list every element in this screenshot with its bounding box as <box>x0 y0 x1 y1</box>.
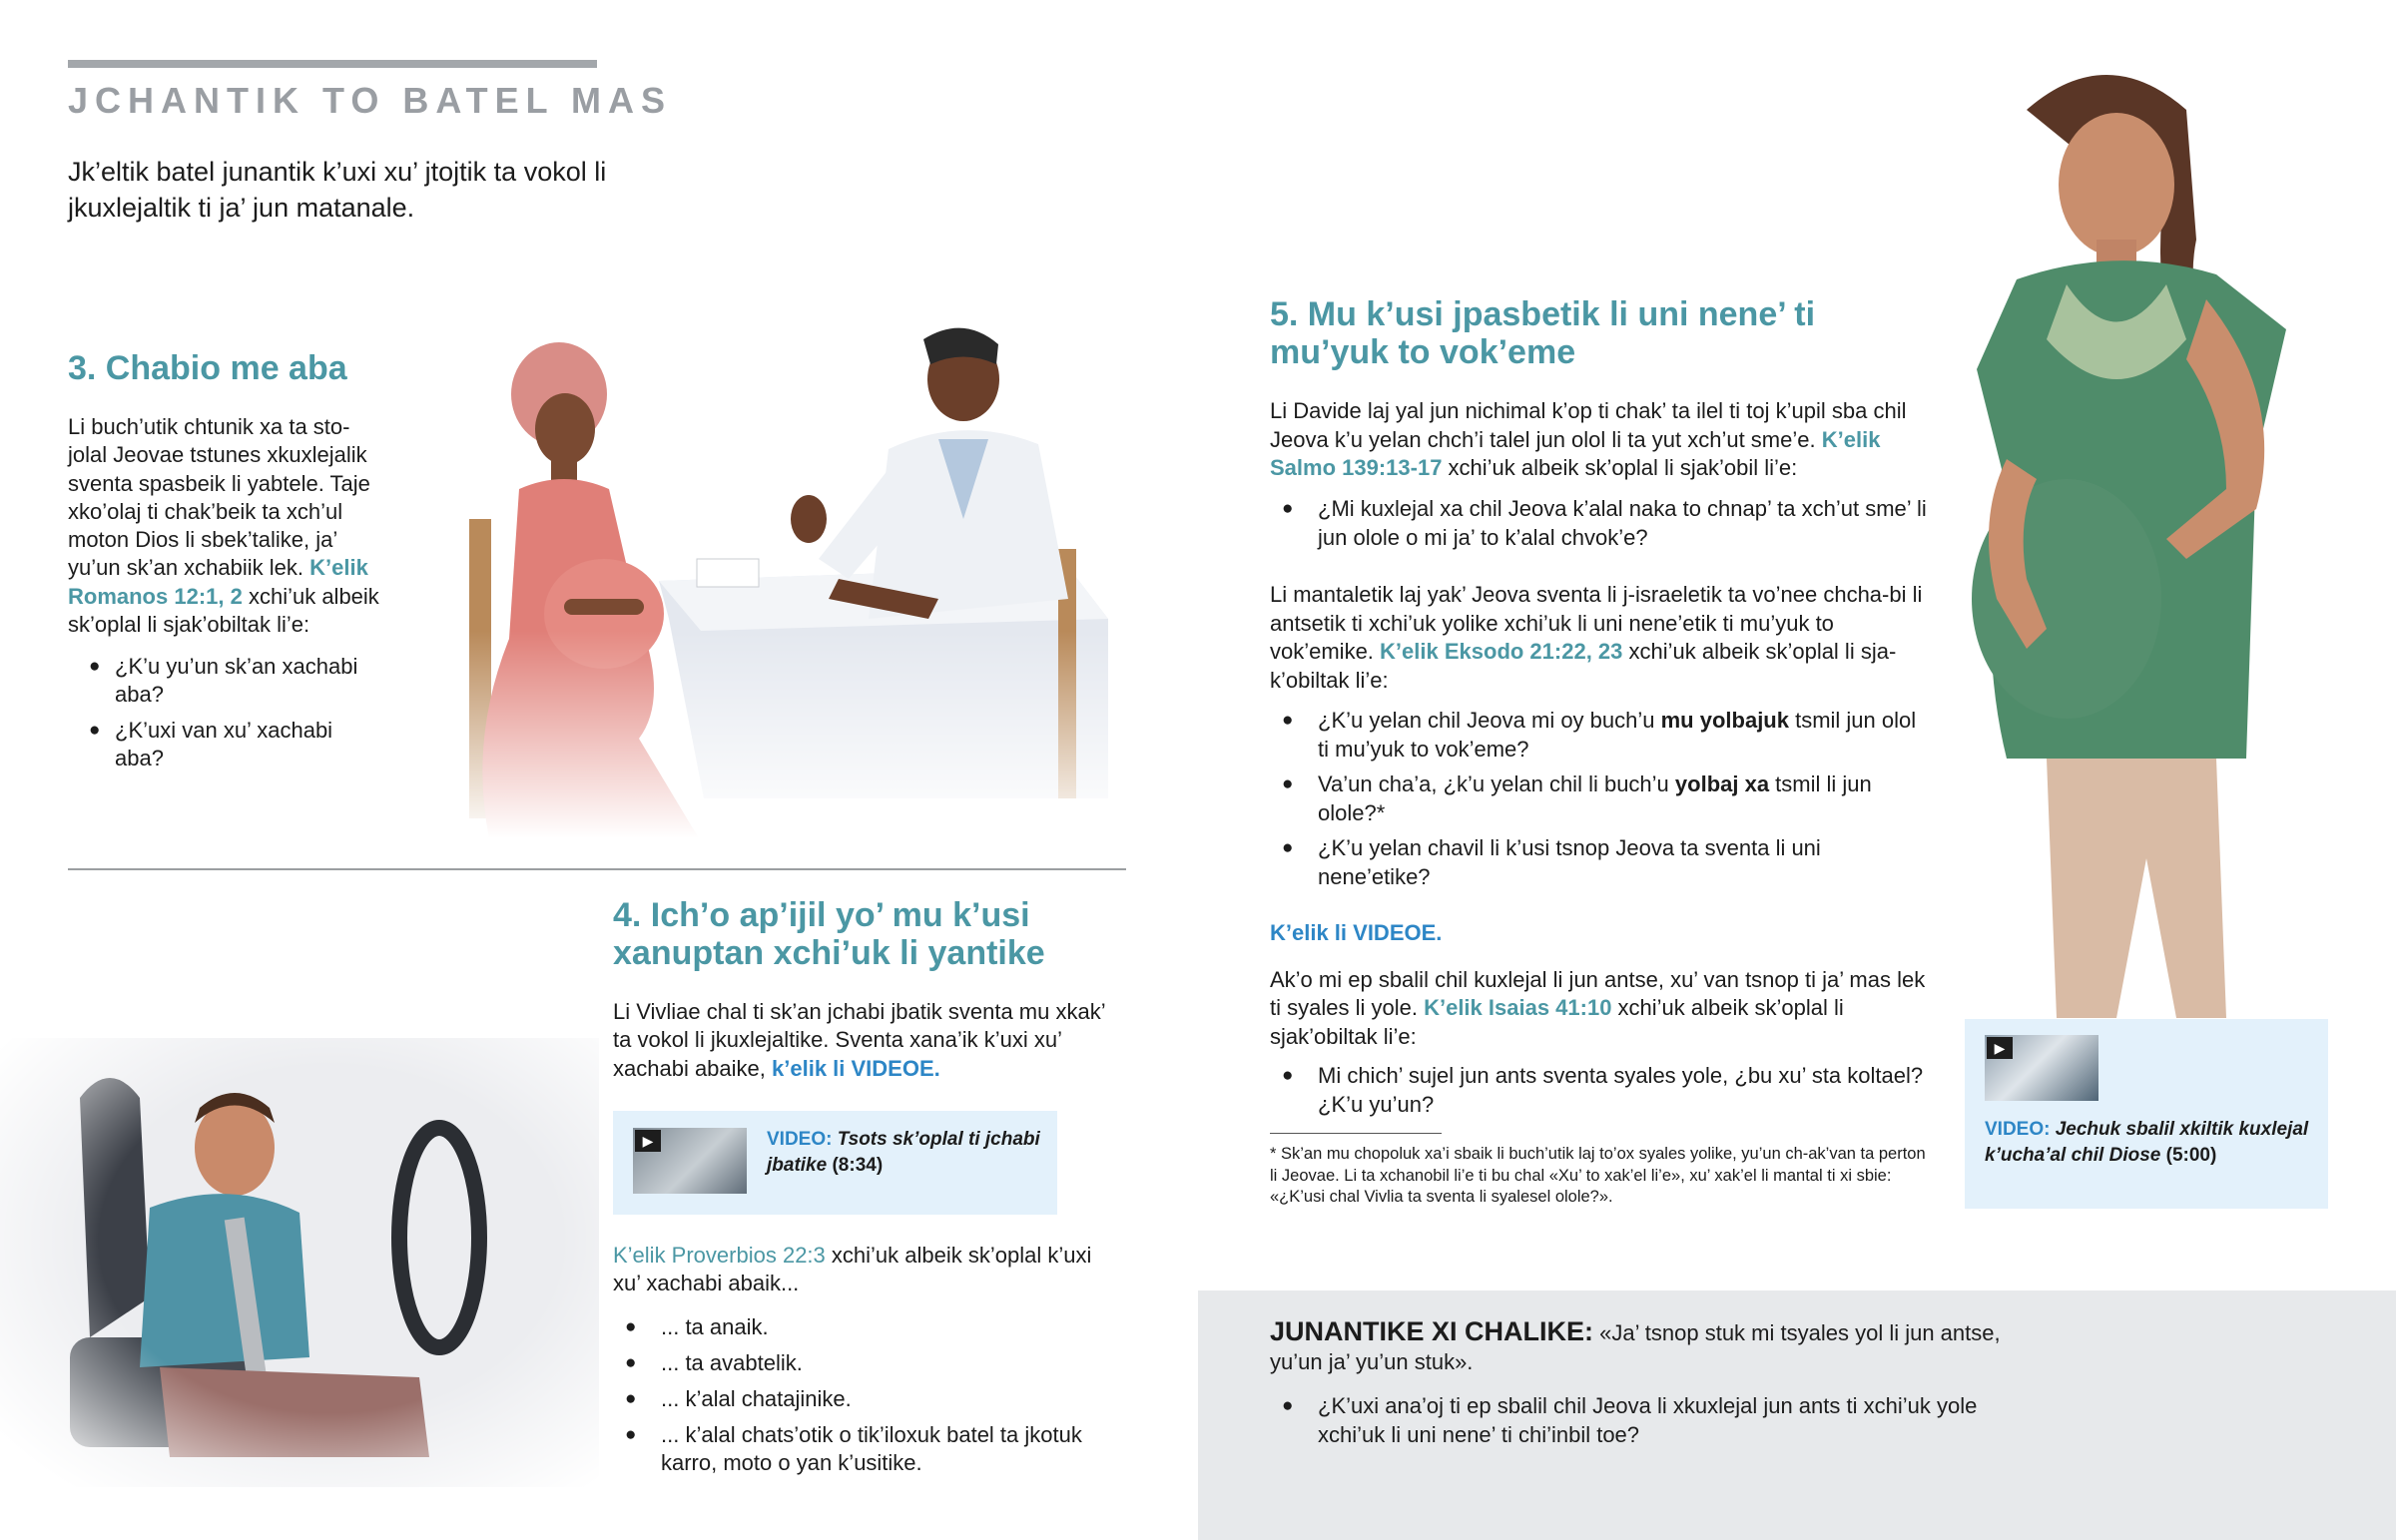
list-item: ● ¿K’u yu’un sk’an xachabi aba? <box>68 653 387 709</box>
section-3-text: Li buch’utik chtunik xa ta sto-jolal Jeovae tstunes xkuxlejalik sventa spasbeik li yabtele. Taje xko’olaj ti chak’beik ta xch’ul moton Dios li sbek’talike, ja’ yu’un sk’an xchabiik lek. <box>68 414 370 581</box>
pregnant-woman-illustration <box>1957 40 2356 1018</box>
section-4-read <box>613 1242 1112 1297</box>
section-3-heading: 3. Chabio me aba <box>68 349 347 387</box>
list-item: ● ¿Mi kuxlejal xa chil Jeova k’alal naka to chnap’ ta xch’ut sme’ li jun olole o mi ja’ to k’alal chvok’e? <box>1270 495 1929 552</box>
video-caption <box>767 1127 1046 1179</box>
list-item: ● ... k’alal chatajinike. <box>613 1385 1112 1413</box>
video-card-safety[interactable] <box>613 1111 1057 1215</box>
some-people-say-lead: JUNANTIKE XI CHALIKE: <box>1270 1316 1594 1346</box>
proverbios-link[interactable]: K’elik Proverbios 22:3 <box>613 1243 826 1268</box>
section-3-questions <box>68 653 387 780</box>
page-title: JCHANTIK TO BATEL MAS <box>68 80 673 121</box>
footnote: * Sk’an mu chopoluk xa’i sbaik li buch’utik laj to’ox syales yolike, yu’un ch-ak’van ta perton li Jeovae. Li ta xchanobil li’e ti bu chal «Xu’ to xak’el li’e», xu’ xak’el li mantal ti xi sbie: «¿K’usi chal Vivlia ta sventa li syalesel olole?». <box>1270 1145 1926 1206</box>
section-5-heading: 5. Mu k’usi jpasbetik li uni nene’ ti mu’yuk to vok’eme <box>1270 295 1816 371</box>
eksodo-link[interactable]: K’elik Eksodo 21:22, 23 <box>1380 639 1623 664</box>
video-label: VIDEO: <box>1985 1119 2051 1140</box>
list-item: ● ¿K’u yelan chavil li k’usi tsnop Jeova ta sventa li uni nene’etike? <box>1270 834 1929 891</box>
video-title[interactable]: Tsots sk’oplal ti jchabi jbatike <box>767 1129 1040 1176</box>
section-5-paragraph-3 <box>1270 966 1929 1051</box>
some-people-say-text <box>1270 1317 2029 1376</box>
video-thumbnail[interactable] <box>1985 1035 2098 1101</box>
video-duration: (5:00) <box>2165 1145 2217 1166</box>
section-5-text-2: Li mantaletik laj yak’ Jeova sventa li j-israeletik ta vo’nee chcha-bi li antsetik ti xchi’uk yolike xchi’uk li uni nene’etik ti mu’yuk to vok’emike. <box>1270 582 1923 664</box>
video-duration: (8:34) <box>832 1155 884 1176</box>
list-item: ● Mi chich’ sujel jun ants sventa syales yole, ¿bu xu’ sta koltael? ¿K’u yu’un? <box>1270 1062 1929 1119</box>
section-4-heading: 4. Ich’o ap’ijil yo’ mu k’usi xanuptan xchi’uk li yantike <box>613 896 1045 972</box>
section-5-questions-1 <box>1270 495 1929 552</box>
section-4-read-after: xchi’uk albeik sk’oplal k’uxi xu’ xachabi abaik... <box>613 1243 1092 1295</box>
list-item: ● ¿K’uxi ana’oj ti ep sbalil chil Jeova li xkuxlejal jun ants ti xchi’uk yole xchi’uk li uni nene’ ti chi’inbil toe? <box>1270 1391 2029 1449</box>
video-caption <box>1985 1117 2314 1169</box>
section-5-after-2: xchi’uk albeik sk’oplal li sja-k’obiltak li’e: <box>1270 639 1897 693</box>
section-3-body <box>68 413 387 639</box>
salmo-link[interactable]: K’elik Salmo 139:13-17 <box>1270 426 1881 480</box>
list-item: ● ... k’alal chats’otik o tik’iloxuk batel ta jkotuk karro, moto o yan k’usitike. <box>613 1421 1112 1477</box>
section-4-text: Li Vivliae chal ti sk’an jchabi jbatik sventa mu xkak’ ta vokol li jkuxlejaltike. Sventa xana’ik k’uxi xu’ xachabi abaike, <box>613 999 1105 1081</box>
some-people-say-box <box>1198 1290 2396 1540</box>
list-item: ● ... ta avabtelik. <box>613 1349 1112 1377</box>
play-icon[interactable]: ▶ <box>635 1130 661 1152</box>
section-4-body <box>613 998 1112 1083</box>
video-link-2[interactable]: K’elik li VIDEOE. <box>1270 920 1443 945</box>
section-5-questions-2 <box>1270 707 1929 898</box>
play-icon[interactable]: ▶ <box>1987 1037 2013 1059</box>
list-item: ● Va’un cha’a, ¿k’u yelan chil li buch’u yolbaj xa tsmil li jun olole?* <box>1270 770 1929 827</box>
video-label: VIDEO: <box>767 1129 833 1150</box>
video-card-life[interactable] <box>1965 1019 2328 1209</box>
section-5-after-3: xchi’uk albeik sk’oplal li sjak’obiltak li’e: <box>1270 995 1844 1049</box>
section-3-after-link: xchi’uk albeik sk’oplal li sjak’obiltak li’e: <box>68 583 379 638</box>
section-5-questions-3 <box>1270 1062 1929 1119</box>
section-5-paragraph-2 <box>1270 581 1929 695</box>
section-divider <box>68 868 1126 870</box>
some-people-say-question <box>1270 1391 2029 1449</box>
section-5-text-3: Ak’o mi ep sbalil chil kuxlejal li jun antse, xu’ van tsnop ti ja’ mas lek ti syales li yole. <box>1270 967 1926 1021</box>
video-thumbnail[interactable] <box>633 1128 747 1194</box>
video-link[interactable]: k’elik li VIDEOE. <box>772 1055 940 1081</box>
footnote-rule <box>1270 1133 1442 1134</box>
section-5-paragraph-1 <box>1270 397 1929 483</box>
list-item: ● ¿K’uxi van xu’ xachabi aba? <box>68 717 387 772</box>
romanos-link[interactable]: K’elik Romanos 12:1, 2 <box>68 555 368 609</box>
doctor-visit-illustration <box>469 319 1118 838</box>
header-rule <box>68 60 597 68</box>
video-title[interactable]: Jechuk sbalil xkiltik kuxlejal k’ucha’al chil Diose <box>1985 1119 2309 1166</box>
isaias-link[interactable]: K’elik Isaias 41:10 <box>1424 995 1612 1021</box>
list-item: ● ... ta anaik. <box>613 1313 1112 1341</box>
section-5-after-1: xchi’uk albeik sk’oplal li sjak’obil li’e: <box>1442 455 1798 480</box>
list-item: ● ¿K’u yelan chil Jeova mi oy buch’u mu yolbajuk tsmil jun olol ti mu’yuk to vok’eme? <box>1270 707 1929 764</box>
section-5-text-1: Li Davide laj yal jun nichimal k’op ti chak’ ta ilel ti toj k’upil sba chil Jeova k’u yelan chch’i talel jun olol li ta yut xch’ut sme’e. <box>1270 398 1907 452</box>
section-4-items <box>613 1313 1112 1485</box>
some-people-say-quote: «Ja’ tsnop stuk mi tsyales yol li jun antse, yu’un ja’ yu’un stuk». <box>1270 1320 2001 1374</box>
intro-text: Jk’eltik batel junantik k’uxi xu’ jtojtik ta vokol li jkuxlejaltik ti ja’ jun matanale. <box>68 157 607 223</box>
seatbelt-illustration <box>0 1038 599 1487</box>
